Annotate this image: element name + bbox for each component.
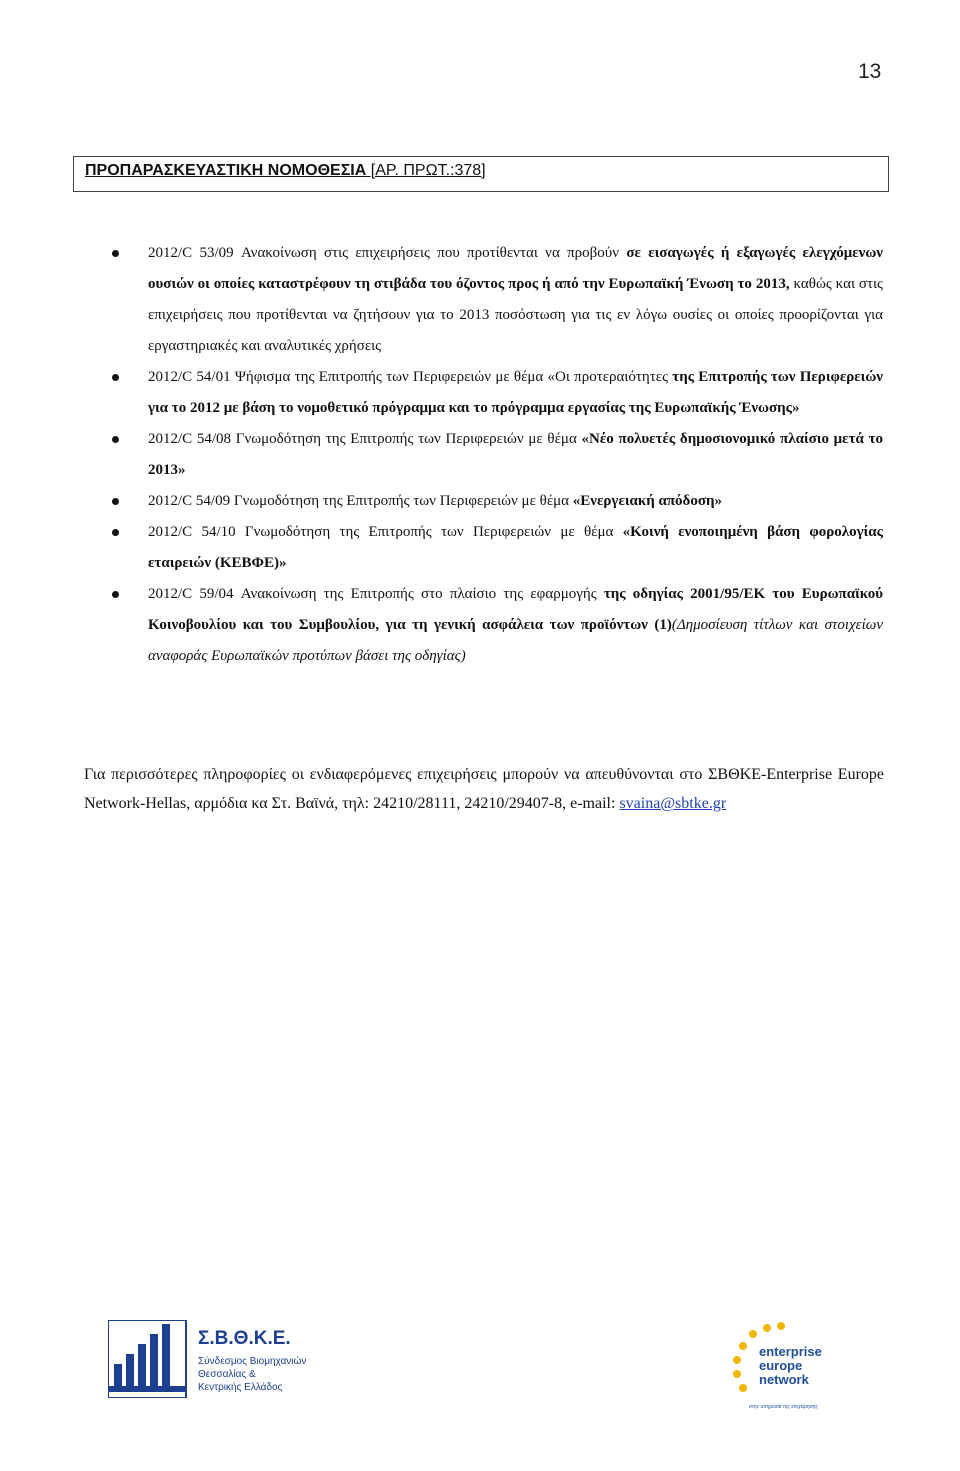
sbtke-factory-icon [108, 1320, 186, 1398]
enterprise-europe-network-logo [725, 1320, 840, 1412]
een-line-3: network [759, 1372, 809, 1387]
section-title-ref: [ΑΡ. ΠΡΩΤ.:378] [366, 162, 486, 179]
sbtke-subtitle-2: Θεσσαλίας & [198, 1369, 256, 1380]
sbtke-name: Σ.Β.Θ.Κ.Ε. [198, 1328, 291, 1349]
sbtke-logo [108, 1320, 323, 1398]
list-item: 2012/C 59/04 Ανακοίνωση της Επιτροπής στο πλαίσιο της εφαρμογής της οδηγίας 2001/95/ΕΚ του Ευρωπαϊκού Κοινοβουλίου και του Συμβουλίου, για τη γενική ασφάλεια των προϊόντων (1)(Δημοσίευση τίτλων και στοιχείων αναφοράς Ευρωπαϊκών προτύπων βάσει της οδηγίας) [148, 579, 883, 672]
bullet-icon [112, 529, 119, 536]
bullet-icon [112, 498, 119, 505]
een-line-1: enterprise [759, 1344, 822, 1359]
een-tagline: στην υπηρεσία της επιχείρησης [749, 1404, 818, 1410]
section-title-main: ΠΡΟΠΑΡΑΣΚΕΥΑΣΤΙΚΗ ΝΟΜΟΘΕΣΙΑ [85, 162, 367, 179]
page-number: 13 [858, 60, 882, 83]
legislation-list [148, 238, 883, 672]
list-item: 2012/C 54/08 Γνωμοδότηση της Επιτροπής των Περιφερειών με θέμα «Νέο πολυετές δημοσιονομικό πλαίσιο μετά το 2013» [148, 424, 883, 486]
section-title [85, 162, 486, 180]
bullet-icon [112, 250, 119, 257]
sbtke-subtitle-3: Κεντρικής Ελλάδος [198, 1382, 283, 1393]
contact-paragraph: Για περισσότερες πληροφορίες οι ενδιαφερόμενες επιχειρήσεις μπορούν να απευθύνονται στο ΣΒΘΚΕ-Enterprise Europe Network-Hellas, αρμόδια κα Στ. Βαϊνά, τηλ: 24210/28111, 24210/29407-8, e-mail: svaina@sbtke.gr [84, 766, 884, 812]
list-item: 2012/C 54/09 Γνωμοδότηση της Επιτροπής των Περιφερειών με θέμα «Ενεργειακή απόδοση» [148, 486, 883, 517]
sbtke-subtitle-1: Σύνδεσμος Βιομηχανιών [198, 1356, 307, 1367]
list-item: 2012/C 54/10 Γνωμοδότηση της Επιτροπής των Περιφερειών με θέμα «Κοινή ενοποιημένη βάση φορολογίας εταιρειών (ΚΕΒΦΕ)» [148, 517, 883, 579]
list-item: 2012/C 54/01 Ψήφισμα της Επιτροπής των Περιφερειών με θέμα «Οι προτεραιότητες της Επιτροπής των Περιφερειών για το 2012 με βάση το νομοθετικό πρόγραμμα και το πρόγραμμα εργασίας της Ευρωπαϊκής Ένωσης» [148, 362, 883, 424]
een-line-2: europe [759, 1358, 803, 1373]
list-item: 2012/C 53/09 Ανακοίνωση στις επιχειρήσεις που προτίθενται να προβούν σε εισαγωγές ή εξαγωγές ελεγχόμενων ουσιών οι οποίες καταστρέφουν τη στιβάδα του όζοντος προς ή από την Ευρωπαϊκή Ένωση το 2013, καθώς και στις επιχειρήσεις που προτίθενται να ζητήσουν για το 2013 ποσόστωση για τις εν λόγω ουσίες οι οποίες προορίζονται για εργαστηριακές και αναλυτικές χρήσεις [148, 238, 883, 362]
bullet-icon [112, 436, 119, 443]
email-link[interactable]: svaina@sbtke.gr [619, 795, 727, 812]
bullet-icon [112, 591, 119, 598]
bullet-icon [112, 374, 119, 381]
